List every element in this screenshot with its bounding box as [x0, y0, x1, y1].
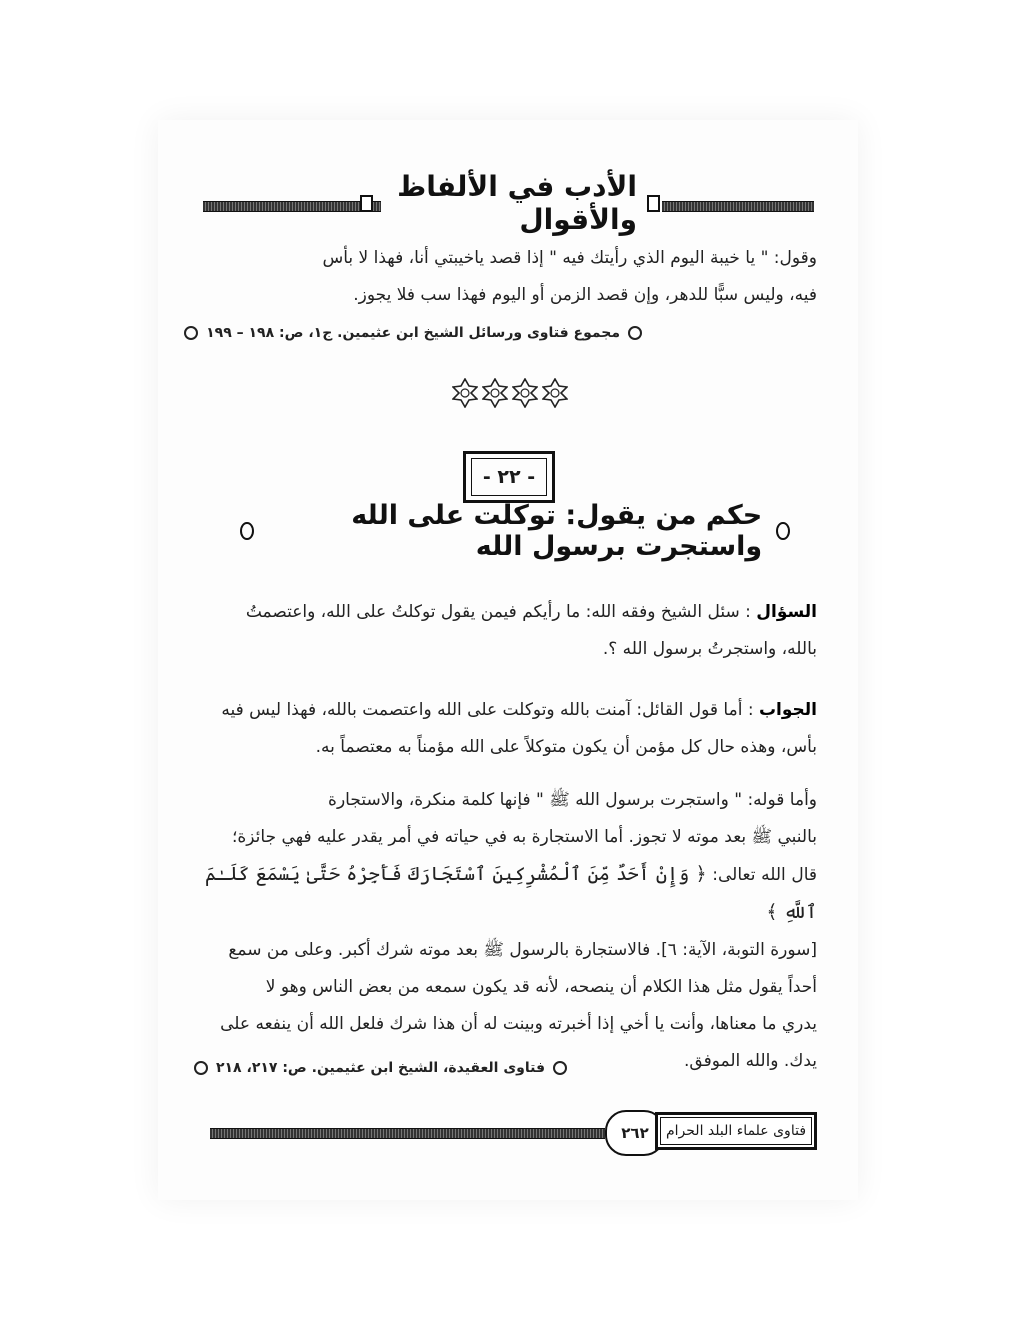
chapter-title: الأدب في الألفاظ والأقوال: [397, 170, 637, 236]
citation-text: فتاوى العقيدة، الشيخ ابن عثيمين. ص: ٢١٧، ٢١٨: [215, 1060, 545, 1076]
footer-rule: [210, 1128, 605, 1139]
circle-bullet-icon: [628, 326, 642, 340]
section-number: - ٢٢ -: [471, 458, 547, 496]
text-line: [205, 856, 817, 932]
circle-bullet-icon: [553, 1061, 567, 1075]
square-bullet-icon: [360, 195, 373, 212]
text-line: وقول: " يا خيبة اليوم الذي رأيتك فيه " إذا قصد ياخيبتي أنا، فهذا لا بأس: [322, 248, 817, 268]
section-heading: [240, 500, 790, 562]
header-rule-right: [662, 201, 814, 212]
circle-bullet-icon: [184, 326, 198, 340]
source-citation-2: [194, 1060, 567, 1076]
verse-intro: قال الله تعالى:: [712, 865, 817, 885]
text-line: يدك. والله الموفق.: [684, 1051, 817, 1071]
header-rule-left: [203, 201, 381, 212]
text-line: أحداً يقول مثل هذا الكلام أن ينصحه، لأنه قد يكون سمعه من بعض الناس وهو لا: [265, 977, 817, 997]
answer-text: : أما قول القائل: آمنت بالله وتوكلت على الله واعتصمت بالله، فهذا ليس فيه: [221, 700, 754, 720]
chapter-header: [360, 170, 660, 236]
text-line: [205, 594, 817, 631]
circle-bullet-icon: [776, 522, 790, 540]
star-ornament-icon: [542, 378, 568, 408]
text-line: فيه، وليس سبًّا للدهر، وإن قصد الزمن أو اليوم فهذا سب فلا يجوز.: [353, 285, 817, 305]
book-title: فتاوى علماء البلد الحرام: [660, 1117, 812, 1145]
quran-verse: ﴿ وَإِنْ أَحَدٌ مِّنَ ٱلْمُشْرِكِينَ ٱسْتَجَارَكَ فَأَجِرْهُ حَتَّىٰ يَسْمَعَ كَلَـٰمَ ٱللَّهِ ﴾: [205, 863, 817, 923]
question-text: : سئل الشيخ وفقه الله: ما رأيكم فيمن يقول توكلتُ على الله، واعتصمتُ: [245, 602, 751, 622]
book-title-box: [655, 1112, 817, 1150]
page-number: ٢٦٢: [605, 1110, 665, 1156]
text-line: [سورة التوبة، الآية: ٦]. فالاستجارة بالرسول ﷺ بعد موته شرك أكبر. وعلى من سمع: [228, 940, 817, 960]
question-label: السؤال: [756, 602, 817, 622]
star-ornament-icon: [482, 378, 508, 408]
text-line: بالنبي ﷺ بعد موته لا تجوز. أما الاستجارة به في حياته في أمر يقدر عليه فهي جائزة؛: [231, 827, 817, 847]
answer-paragraph: [205, 692, 817, 766]
section-number-box: [463, 451, 555, 503]
text-line: وأما قوله: " واستجرت برسول الله ﷺ " فإنها كلمة منكرة، والاستجارة: [328, 790, 817, 810]
page-footer: [200, 1110, 820, 1160]
question-paragraph: [205, 594, 817, 668]
answer-label: الجواب: [758, 700, 817, 720]
star-ornament-icon: [512, 378, 538, 408]
body-paragraph: [205, 782, 817, 1080]
text-line: بالله، واستجرتُ برسول الله ؟.: [602, 639, 817, 659]
citation-text: مجموع فتاوى ورسائل الشيخ ابن عثيمين. ج١، ص: ١٩٨ – ١٩٩: [206, 325, 620, 341]
section-title: حكم من يقول: توكلت على الله واستجرت برسول الله: [351, 500, 763, 562]
ornament-divider: [450, 378, 570, 414]
source-citation-1: [184, 325, 642, 341]
circle-bullet-icon: [240, 522, 254, 540]
text-line: بأس، وهذه حال كل مؤمن أن يكون متوكلاً على الله مؤمناً به معتصماً به.: [315, 737, 817, 757]
text-line: يدري ما معناها، وأنت يا أخي إذا أخبرته وبينت له أن هذا شرك فلعل الله أن ينفعه على: [220, 1014, 817, 1034]
intro-paragraph: [205, 240, 817, 314]
square-bullet-icon: [647, 195, 660, 212]
star-ornament-icon: [452, 378, 478, 408]
text-line: [205, 692, 817, 729]
circle-bullet-icon: [194, 1061, 208, 1075]
